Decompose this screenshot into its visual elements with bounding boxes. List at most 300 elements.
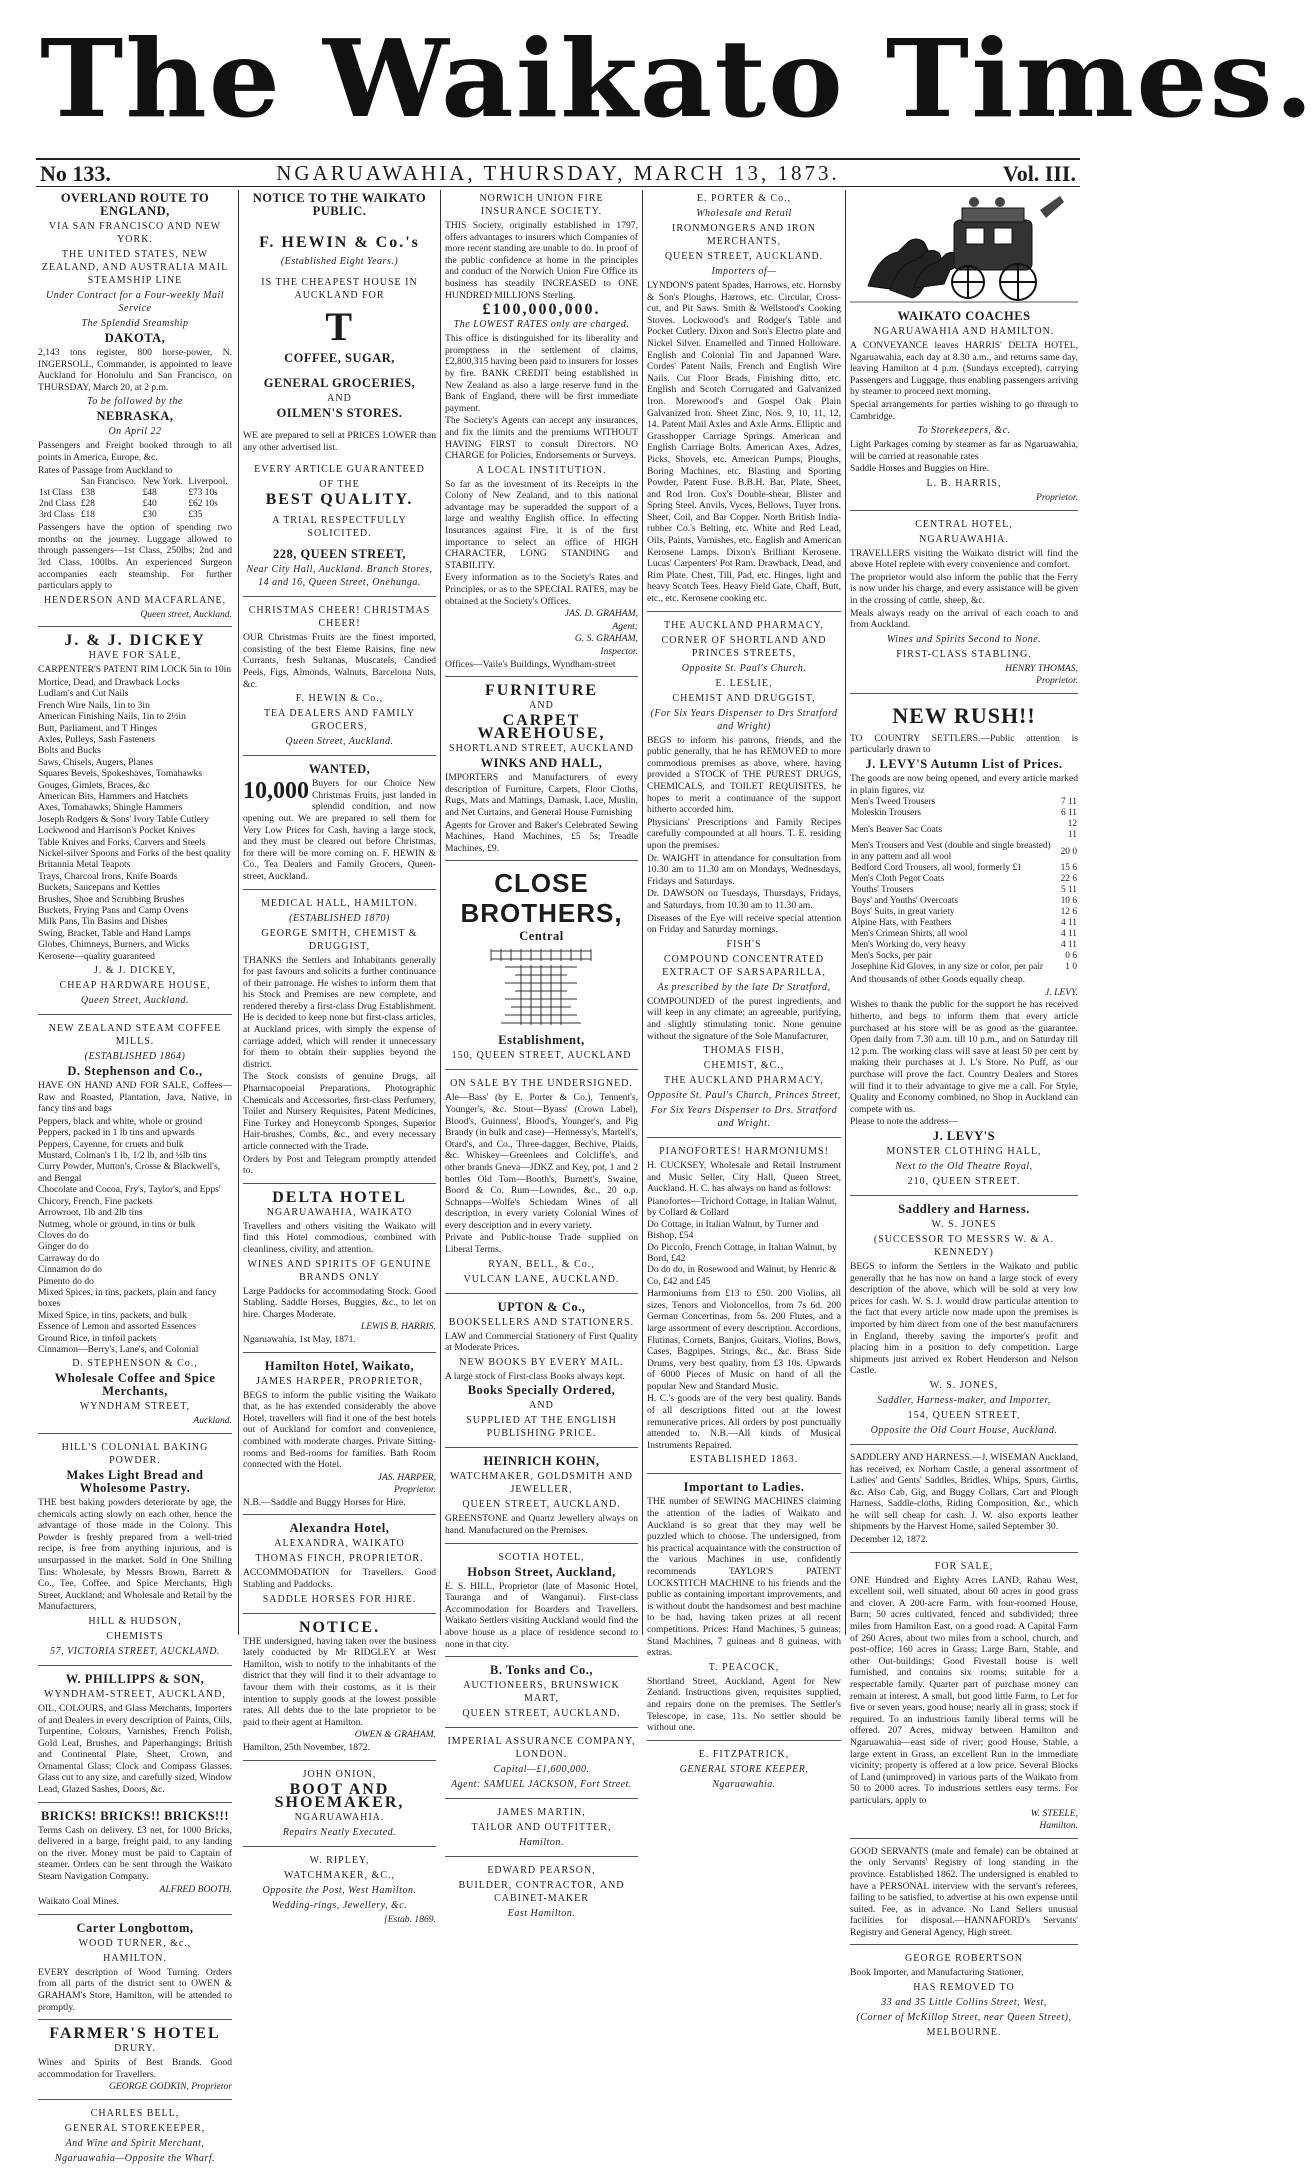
- ad-body: And thousands of other Goods equally cheap.: [850, 974, 1026, 986]
- ad-line: Wedding-rings, Jewellery, &c.: [271, 1899, 408, 1911]
- ad-heading: CHRISTMAS CHEER! CHRISTMAS CHEER!: [248, 605, 431, 630]
- table-row: [850, 874, 1078, 885]
- price-value: 0 6: [1065, 951, 1077, 962]
- ad-line: Under Contract for a Four-weekly Mail Service: [46, 290, 224, 314]
- ad-body: Wines and Spirits of Best Brands. Good accommodation for Travellers.: [38, 2057, 232, 2080]
- ad-body: BEGS to inform his patrons, friends, and the public generally, that he has REMOVED to more commodious premises as above, where, having provided a STOCK of THE PUREST DRUGS, CHEMICALS, and TOILET REQUISITES, he hopes to merit a continuance of the support hitherto accorded him.: [647, 734, 841, 816]
- ad-heading: W. RIPLEY,: [309, 1854, 370, 1866]
- ad-heading: OVERLAND ROUTE TO ENGLAND,: [60, 191, 210, 218]
- ad-heading: NOTICE.: [298, 1618, 381, 1636]
- ad-subheading: WYNDHAM-STREET, AUCKLAND,: [44, 1688, 226, 1700]
- ad-subheading: Central: [519, 929, 564, 944]
- stagecoach-illustration: [850, 190, 1078, 308]
- ad-subheading: BUILDER, CONTRACTOR, AND CABINET-MAKER: [458, 1880, 625, 1905]
- ad-heading: NORWICH UNION FIRE INSURANCE SOCIETY.: [479, 193, 604, 217]
- price-value: 7 11: [1060, 797, 1077, 808]
- ad-signature: CHEMISTS: [106, 1630, 164, 1642]
- ad-servants: [850, 1846, 1078, 1946]
- ad-signature: D. STEPHENSON & Co.,: [72, 1358, 198, 1370]
- ad-john-onion: [243, 1768, 436, 1847]
- ad-subheading: GENERAL STOREKEEPER,: [64, 2122, 206, 2134]
- ad-signature: Queen street, Auckland.: [140, 608, 232, 620]
- ad-signature: Inspector.: [600, 646, 638, 657]
- ad-heading: FOR SALE,: [934, 1560, 994, 1572]
- ad-body: Diseases of the Eye will receive special attention on Friday and Saturday mornings.: [647, 912, 841, 936]
- ad-body: EVERY description of Wood Turning. Orders from all parts of the district sent to OWEN & GRAHAM's Store, Hamilton, will be attended to promptly.: [38, 1966, 232, 2013]
- ad-line: AND: [529, 1400, 554, 1412]
- table-row: [38, 477, 232, 488]
- list-item: Chicory, French, Fine packets: [38, 1195, 153, 1207]
- table-cell: 2nd Class: [39, 499, 76, 510]
- table-cell: £48: [142, 488, 157, 499]
- ad-heading: JOHN ONION,: [302, 1768, 377, 1780]
- ad-line: FISH'S: [726, 938, 762, 950]
- ad-body: WE are prepared to sell at PRICES LOWER than any other advertised list.: [243, 430, 436, 453]
- volume-number: Vol. III.: [1002, 161, 1076, 186]
- price-value: 1 0: [1065, 962, 1077, 973]
- list-item: Do Cottage, in Italian Walnut, by Turner and Bishop, £54: [647, 1218, 819, 1242]
- ad-body: GOOD SERVANTS (male and female) can be obtained at the only Servants' Registry of long standing in the province. Established 1862. The undersigned is enabled to have a PERSONAL interview with the servant's referees, failing to be satisfied, to advertise at his own expense until suited. Fee, as in advance. No Land Sellers unusual facilities for disposal.—HANNAFORD's Servants' Registry and General Agency, High street.: [850, 1845, 1078, 1938]
- ad-signature: THE AUCKLAND PHARMACY,: [664, 1075, 824, 1087]
- ad-signature: W. S. JONES,: [929, 1379, 999, 1391]
- ad-body: LYNDON'S patent Spades, Harrows, etc. Hornsby & Son's Ploughs, Harrows, etc. Circular, Cross-cut, and Pit Saws. Smith & Wellstood's Cooking Stoves. Lockwood's and Rodger's Table and Pocket Cutlery. Dixon and Son's Electro plate and Nickel Silver. Enamelled and Tinned Holloware. English and Colonial Tin and Japanned Ware. Cordes' Patent Nails, French and English Wire Nails. Cut Floor Brads, Finishing ditto, etc. English and Scotch Corrugated and Galvanized Iron. Morewood's and Gospel Oak Plain Galvanized Iron. Sheet Zinc, Nos. 9, 10, 11, 12, 14. Patent Mail Axles and Axle Arms. Elliptic and Grasshopper Carriage Springs. American and English Carriage Bolts. American Axes, Adzes, Picks, Shovels, etc. American Pumps, Ploughs, Boring Machines, etc. Blasting and Sporting Powder, Patent Fuse. B.B.H. Bar, Plate, Sheet, and Rod Iron. Cox's Double-shear, Blister and Spring Steel. Anvils, Vyces, Bellows, Tuyer Irons. Sheet, Coil, and Bar Copper. North British India-rubber Co.'s Belting, etc. White and Red Lead, Oils, Paints, Varnishes, etc. English and American Kerosene Lamps. Dixon's Brilliant Kerosene. Lucas' Carpenters' Pot Ram. Drawback, Dead, and Rim Plate. Chest, Till, Pad, etc. Hinges, light and heavy Scotch Tees. Heavy Field Gate, Chaff, Butt, etc., etc. Kerosene cooking etc.: [647, 280, 841, 605]
- table-row: [38, 499, 232, 510]
- ad-subheading: WOOD TURNER, &c.,: [78, 1937, 192, 1949]
- ad-dickey: [38, 634, 232, 1015]
- ad-subheading: BOOT AND SHOEMAKER,: [274, 1780, 405, 1811]
- ad-line: AND: [529, 700, 554, 712]
- ad-heading: W. PHILLIPPS & SON,: [65, 1671, 205, 1686]
- column-2: [243, 190, 436, 1925]
- dateline-bar: [36, 158, 1080, 187]
- ad-ripley: [243, 1854, 436, 1932]
- ad-line: Waikato Coal Mines.: [38, 1896, 120, 1908]
- ad-heading: MEDICAL HALL, HAMILTON.: [260, 897, 419, 909]
- ad-body: Saddle Horses and Buggies on Hire.: [850, 463, 990, 475]
- table-row: [850, 819, 1078, 841]
- table-cell: Liverpool.: [188, 477, 228, 488]
- list-item: Saws, Chisels, Augers, Planes: [38, 756, 154, 768]
- ad-body: So far as the investment of its Receipts in the Colony of New Zealand, and to this national advantage may be superadded the support of a large and wealthy English office. In effecting Insurances against Fire, it is of the first importance to select an office of HIGH CHARACTER, LONG STANDING and STABILITY.: [445, 478, 638, 571]
- ad-heading: IMPERIAL ASSURANCE COMPANY, LONDON.: [447, 1736, 636, 1761]
- issue-number: No 133.: [40, 161, 111, 186]
- ad-body: The Stock consists of genuine Drugs, all Pharmacopoeial Preparations, Photographic Chemicals and Accessories, first-class Perfumery, Toilet and Nursery Requisites, Patent Medicines, Fine Turkey and Honeycomb Sponges, Superior Hair-brushes, Combs, &c., and every necessary article connected with the Trade.: [243, 1071, 436, 1152]
- ad-signature: THOMAS FISH,: [703, 1045, 785, 1057]
- ad-subheading: VIA SAN FRANCISCO AND NEW YORK.: [48, 221, 222, 245]
- ad-signature: HENDERSON AND MACFARLANE,: [43, 594, 227, 606]
- ad-signature: G. S. GRAHAM,: [574, 633, 638, 645]
- ad-body: Ale—Bass' (by E. Porter & Co.), Tennent's, Younger's, &c. Stout—Byass' (Crown Label), Blood's, Guinness', Blood's, Younger's, and Pig Brandy (in bulk and case)—Hennessy's, Martell's, Otard's, and Co., Three-dagger, Bechive, Plaids, &c. Whiskey—Greenlees and Colcliffe's, and other brands Gneva—JDKZ and Key, pot, 1 and 2 bottles Old Tom—Booth's, Burnett's, Swaine, Boord & Co. Rum—Lowndes, &c., 20 o.p. Schnapps—Wolfe's Schiedam Wines of all description, in every variety Colonial Wines of every description and in every variety.: [445, 1092, 638, 1231]
- ad-body: BEGS to inform the Settlers in the Waikato and public generally that he has now on hand a large stock of every description of the above, which will be sold at very low prices for cash. W. S. J. would draw particular attention to the fact that every article now made upon the premises is imported by him direct from one of the best manufacturers in England, thereby saving the importer's profit and placing him in a position to defy competition. Large shipments just arrived ex Robert Henderson and Nelson Castle.: [850, 1260, 1078, 1377]
- ad-line: Hamilton.: [519, 1837, 564, 1849]
- price-value: 4 11: [1060, 918, 1077, 929]
- ad-body: ONE Hundred and Eighty Acres LAND, Rahau West, excellent soil, well situated, about 60 acres in good grass and clover. A 200-acre Farm, with four-roomed House, Barn; 50 acres cultivated, fenced and subdivided; three miles from Hamilton East, on a good road. A Capital Farm of 260 Acres, about two miles from a school, church, and post-office; 160 acres in Grass; Large Barn, Stable, and other Out-buildings; Good Fivestall house is well furnished, and contains six rooms; suitable for a respectable family. Quarter part of purchase money can remain at interest. A small, but good little Farm, to Let for five or seven years, good house; nearly all in grass; stock if required. To an industrious family liberal terms will be offered. 207 Acres, midway between Hamilton and Ngaruawahia—east side of river; good House, Stable, a large extent in Grass, an excellent Run in the immediate vicinity; property is offered at a low price. Several Blocks of Land (unimproved) in various parts of the Waikato from 50 to 2000 acres. To industrious settlers easy terms. For particulars, apply to: [850, 1574, 1078, 1806]
- price-item: Men's Trousers and Vest (double and single breasted) in any pattern and all wool: [851, 841, 1051, 863]
- ad-heading: FURNITURE: [484, 682, 599, 700]
- table-row: [850, 907, 1078, 918]
- list-item: Gouges, Gimlets, Braces, &c: [38, 779, 150, 791]
- ad-body: TRAVELLERS visiting the Waikato district will find the above Hotel replete with every convenience and comfort.: [850, 547, 1078, 571]
- ad-subheading: NGARUAWAHIA AND HAMILTON.: [873, 326, 1055, 337]
- list-item: Ground Rice, in tinfoil packets: [38, 1332, 157, 1344]
- list-item: American Finishing Nails, 1in to 2½in: [38, 711, 186, 723]
- table-row: [850, 918, 1078, 929]
- ad-signature: Queen Street, Auckland.: [285, 736, 394, 748]
- ad-heading: THE AUCKLAND PHARMACY,: [664, 619, 824, 631]
- ad-heading: CENTRAL HOTEL,: [915, 518, 1013, 530]
- ad-heading: Carter Longbottom,: [76, 1920, 194, 1935]
- table-cell: £40: [142, 499, 157, 510]
- table-cell: £18: [80, 510, 95, 521]
- ad-heading: NEW ZEALAND STEAM COFFEE MILLS.: [48, 1023, 222, 1048]
- ad-line: IS THE CHEAPEST HOUSE IN AUCKLAND FOR: [261, 277, 418, 301]
- list-item: American Bits, Hammers and Hatchets: [38, 790, 188, 802]
- ad-body: H. CUCKSEY, Wholesale and Retail Instrument and Music Seller, City Hall, Queen Street, Auckland. H. C. has always on hand as follows:: [647, 1160, 841, 1195]
- table-cell: £38: [80, 488, 95, 499]
- ad-heading: GEORGE ROBERTSON: [905, 1953, 1023, 1965]
- ad-for-sale: [850, 1560, 1078, 1839]
- ad-line: MELBOURNE.: [926, 2027, 1002, 2039]
- ad-body: E. S. HILL, Proprietor (late of Masonic Hotel, Tauranga and of Wanganui). First-class Accommodation for Boarders and Travellers. Waikato Settlers visiting Auckland would find the above house as a place of residence second to none in that city.: [445, 1580, 638, 1650]
- ad-subheading: TAILOR AND OUTFITTER,: [471, 1822, 612, 1834]
- decorative-type-ornament: [445, 945, 638, 1027]
- ad-body: Every information as to the Society's Rates and Principles, or as to the SPECIAL RATES, may be obtained at the Society's Offices.: [445, 572, 638, 607]
- column-4: [647, 190, 841, 1790]
- table-row: [850, 863, 1078, 874]
- list-item: Brushes, Shoe and Scrubbing Brushes: [38, 893, 185, 905]
- ad-signature: Hamilton.: [1039, 1820, 1078, 1832]
- big-letter: T: [325, 304, 354, 349]
- ad-heading: UPTON & Co.,: [497, 1299, 586, 1314]
- ad-auckland-pharmacy: [647, 619, 841, 1138]
- ad-line: NGARUAWAHIA.: [294, 1811, 385, 1823]
- ad-heading: CLOSE BROTHERS,: [460, 868, 623, 929]
- ad-address: 150, QUEEN STREET, AUCKLAND: [451, 1050, 632, 1062]
- ad-signature: JAS. HARPER,: [377, 1471, 436, 1483]
- ad-line: The Splendid Steamship: [81, 318, 189, 329]
- ad-notice-owen-graham: [243, 1618, 436, 1761]
- column-rule: [845, 190, 846, 1635]
- ad-subheading: IRONMONGERS AND IRON MERCHANTS,: [672, 223, 816, 247]
- ad-body: CARPENTER'S PATENT RIM LOCK 5in to 10in: [38, 664, 232, 676]
- ad-heading: FARMER'S HOTEL: [49, 2025, 221, 2043]
- table-row: [850, 797, 1078, 808]
- ad-subheading: WATCHMAKER, GOLDSMITH AND JEWELLER,: [449, 1471, 634, 1496]
- ad-heading: WAIKATO COACHES: [897, 309, 1031, 323]
- ad-heading: DELTA HOTEL: [272, 1188, 407, 1206]
- ad-heading: EDWARD PEARSON,: [487, 1865, 596, 1877]
- ad-signature: TEA DEALERS AND FAMILY GROCERS,: [263, 708, 416, 733]
- ad-line: E. LESLIE,: [715, 677, 773, 689]
- ship-name: DAKOTA,: [104, 331, 166, 345]
- price-value: 12 11: [1067, 819, 1077, 841]
- ad-signature: 154, QUEEN STREET,: [907, 1409, 1021, 1421]
- ad-line: SUPPLIED AT THE ENGLISH PUBLISHING PRICE.: [466, 1415, 617, 1440]
- list-item: Cinnamon—Berry's, Lane's, and Colonial: [38, 1343, 199, 1355]
- list-item: Mixed Spice, in tins, packets, and bulk: [38, 1309, 187, 1321]
- ad-heading: BRICKS! BRICKS!! BRICKS!!!: [40, 1808, 230, 1823]
- ad-line: Books Specially Ordered,: [467, 1383, 616, 1398]
- ad-signature: Opposite the Old Court House, Auckland.: [870, 1424, 1058, 1436]
- ad-porter: [647, 192, 841, 612]
- ad-pianofortes: [647, 1145, 841, 1474]
- ad-body: COMPOUNDED of the purest ingredients, and will keep in any climate; an agreeable, purifying, and slightly stimulating tonic. None genuine without the signature of the Sole Manufacturer,: [647, 995, 841, 1042]
- ad-delta-hotel: [243, 1188, 436, 1353]
- ad-item: GENERAL GROCERIES,: [263, 376, 416, 390]
- ad-signature: L. B. HARRIS,: [926, 477, 1002, 489]
- column-1: [38, 190, 232, 2164]
- ad-body: THE best baking powders deteriorate by age, the chemicals acting slowly on each other, hence the advantage of those made in the Colony. This Powder is freshly prepared from a well-tried recipe, is free from anything injurious, and is unsurpassed in the market. Sold in One Shilling Tins: Wholesale, by Messrs Brown, Barrett & Co., Tee, Coffee, and Spice Merchants, High Street, Auckland; and Wholesale and Retail by the Manufacturers,: [38, 1496, 232, 1613]
- price-value: 20 0: [1060, 846, 1077, 857]
- table-cell: £62 10s: [188, 499, 218, 510]
- ad-signature: GEORGE GODKIN, Proprietor: [108, 2081, 232, 2093]
- price-item: Alpine Hats, with Feathers: [851, 918, 952, 929]
- ad-on-sale: [445, 1077, 638, 1293]
- ad-line: 33 and 35 Little Collins Street, West,: [881, 1997, 1047, 2009]
- ad-line: Agent: SAMUEL JACKSON, Fort Street.: [451, 1779, 632, 1791]
- ad-body: THANKS the Settlers and Inhabitants generally for past favours and solicits a further continuance of their patronage. He wishes to inform them that his Stock and Premises are new complete, and rendered thereby a first-class Drug Establishment. He is decided to keep none but first-class articles, at Auckland prices, with simply the expense of carriage added, which will render it unnecessary for them to obtain their supplies beyond the district.: [243, 954, 436, 1070]
- ad-line: Offices—Vaile's Buildings, Wyndham-street: [445, 658, 616, 670]
- ad-tonks: [445, 1664, 638, 1728]
- ad-line: COMPOUND CONCENTRATED EXTRACT OF SARSAPARILLA,: [662, 953, 826, 978]
- ad-subheading: J. LEVY'S Autumn List of Prices.: [865, 757, 1063, 772]
- ad-heading: J. & J. DICKEY: [64, 632, 206, 650]
- ad-signature: RYAN, BELL, & Co.,: [488, 1258, 595, 1270]
- ad-line: CHEMIST AND DRUGGIST,: [672, 692, 816, 704]
- ad-body: LAW and Commercial Stationery of First Quality at Moderate Prices.: [445, 1330, 638, 1354]
- ad-scotia-hotel: [445, 1551, 638, 1658]
- ad-furniture: [445, 684, 638, 861]
- ad-signature: OWEN & GRAHAM.: [354, 1729, 436, 1741]
- ad-farmers-hotel: [38, 2027, 232, 2100]
- price-value: 10 6: [1060, 896, 1077, 907]
- ad-line: Near City Hall, Auckland. Branch Stores, 14 and 16, Queen Street, Onehunga.: [246, 564, 433, 589]
- list-item: Mortice, Dead, and Drawback Locks: [38, 676, 180, 688]
- list-item: Chocolate and Cocoa, Fry's, Taylor's, and Epps': [38, 1184, 221, 1196]
- ad-body: A CONVEYANCE leaves HARRIS' DELTA HOTEL, Ngaruawahia, each day at 8.30 a.m., and returns same day, leaving Hamilton at 4 p.m. (Sundays excepted), carrying Passengers and Luggage, thus enabling passengers arriving by steamer to proceed next morning.: [850, 340, 1078, 398]
- ad-line: SADDLE HORSES FOR HIRE.: [262, 1593, 417, 1605]
- ad-line: On April 22: [108, 426, 162, 438]
- list-item: Swing, Bracket, Table and Hand Lamps: [38, 927, 191, 939]
- ad-signature: JAS. D. GRAHAM,: [564, 608, 638, 620]
- ad-body: THE number of SEWING MACHINES claiming the attention of the ladies of Waikato and Auckland is so great that they may well be puzzled which to choose. The undersigned, from his practical acquaintance with the construction of the various Machines in use, confidently recommends TAYLOR'S PATENT LOCKSTITCH MACHINE to his friends and the public as containing important improvements, and is without doubt the handsomest and best machine to be had, having taken prizes at all recent competitions. Prices: Hand Machines, 5 guineas; Stand Machines, 7 guineas and 8 guineas, with extras.: [647, 1496, 841, 1659]
- ad-signature: Wholesale Coffee and Spice Merchants,: [54, 1371, 216, 1399]
- ad-line: THOMAS FINCH, PROPRIETOR.: [255, 1553, 424, 1565]
- ad-body: Large Paddocks for accommodating Stock. Good Stabling. Saddle Horses, Buggies, &c., to let on hire. Charges Moderate.: [243, 1285, 436, 1320]
- ad-saddlery-jones: [850, 1203, 1078, 1445]
- ad-subheading: BOOKSELLERS AND STATIONERS.: [448, 1316, 635, 1328]
- ad-line: And Wine and Spirit Merchant,: [65, 2137, 205, 2149]
- ad-subheading: CARPET WAREHOUSE,: [477, 712, 606, 743]
- ad-line: (Corner of McKillop Street, near Queen Street),: [856, 2012, 1072, 2024]
- table-cell: [38, 477, 80, 488]
- table-row: [38, 488, 232, 499]
- table-cell: New York.: [142, 477, 183, 488]
- ad-subheading: HAVE FOR SALE,: [88, 650, 182, 662]
- table-cell: 3rd Class: [39, 510, 75, 521]
- ad-body: ACCOMMODATION for Travellers. Good Stabling and Paddocks.: [243, 1567, 436, 1591]
- ad-signature: ALFRED BOOTH.: [159, 1883, 232, 1895]
- price-item: Bedford Cord Trousers, all wool, formerly £1: [851, 863, 1022, 874]
- table-cell: £73 10s: [188, 488, 218, 499]
- ad-line: To be followed by the: [87, 396, 183, 408]
- ad-subheading: W. S. JONES: [931, 1218, 997, 1230]
- ad-heading: Alexandra Hotel,: [289, 1521, 390, 1536]
- ad-line: (ESTABLISHED 1864): [84, 1051, 186, 1063]
- list-item: Curry Powder, Mutton's, Crosse & Blackwell's, and Bengal: [38, 1161, 221, 1184]
- price-value: 5 11: [1060, 885, 1077, 896]
- ad-line: Ngaruawahia—Opposite the Wharf.: [54, 2152, 216, 2164]
- list-item: Milk Pans, Tin Basins and Dishes: [38, 916, 168, 928]
- ad-body: Light Parkages coming by steamer as far as Ngaruawahia, will be carried at reasonable rates: [850, 439, 1078, 462]
- ad-heading: SCOTIA HOTEL,: [498, 1551, 585, 1563]
- ad-signature: W. STEELE,: [1030, 1807, 1078, 1819]
- ad-james-martin: [445, 1806, 638, 1857]
- ad-heading: WANTED,: [308, 762, 371, 777]
- ship-name: NEBRASKA,: [96, 409, 174, 424]
- ad-hewin: [243, 192, 436, 597]
- ad-line: Establishment,: [498, 1033, 585, 1048]
- ad-date: Hamilton, 25th November, 1872.: [243, 1742, 370, 1753]
- table-cell: 1st Class: [39, 488, 73, 499]
- list-item: Buckets, Saucepans and Kettles: [38, 882, 161, 894]
- ad-heading: ON SALE BY THE UNDERSIGNED.: [450, 1078, 633, 1090]
- ad-body: 2,143 tons register, 800 horse-power, N. INGERSOLL, Commander, is appointed to leave Auckland for Honolulu and San Francisco, on THURSDAY, March 20, at 2 p.m.: [38, 347, 232, 393]
- table-row: [38, 510, 232, 521]
- ad-signature: HENRY THOMAS,: [1005, 662, 1078, 674]
- ad-body: This office is distinguished for its liberality and promptness in the settlement of claims, £2,800,315 having been paid to insurers for losses by fire. BANK CREDIT being established in New Zealand as also a large reserve fund in the Bank of England, there will be first immediate payment.: [445, 333, 638, 414]
- ad-signature: Proprietor.: [1035, 675, 1078, 687]
- ad-alexandra-hotel: [243, 1522, 436, 1613]
- table-cell: £35: [188, 510, 203, 521]
- ad-fitzpatrick: [647, 1748, 841, 1798]
- ad-line: Repairs Neatly Executed.: [282, 1826, 397, 1838]
- ad-robertson: [850, 1952, 1078, 2046]
- ad-line: A TRIAL RESPECTFULLY SOLICITED.: [272, 515, 407, 540]
- list-item: Buckets, Frying Pans and Camp Ovens: [38, 905, 189, 917]
- ad-heading: CHARLES BELL,: [90, 2107, 180, 2119]
- firm-name: D. Stephenson and Co.,: [67, 1064, 203, 1079]
- ad-body: [243, 778, 436, 882]
- price-item: Men's Beaver Sac Coats: [851, 824, 942, 835]
- ad-line: QUEEN STREET, AUCKLAND.: [664, 251, 824, 262]
- ad-line: Opposite St. Paul's Church.: [681, 662, 807, 674]
- ad-heading: Saddlery and Harness.: [898, 1201, 1030, 1216]
- ad-line: Ngaruawahia.: [712, 1778, 776, 1790]
- list-item: Cinnamon do do: [38, 1264, 102, 1276]
- ad-body: IMPORTERS and Manufacturers of every description of Furniture, Carpets, Floor Cloths, Rugs, Mats and Mattings, Damask, Lace, Muslin, and Net Curtains, and General House Furnishing: [445, 772, 638, 818]
- ad-signature: Saddler, Harness-maker, and Importer,: [877, 1394, 1051, 1406]
- ad-subheading: GEORGE SMITH, CHEMIST & DRUGGIST,: [261, 927, 418, 952]
- list-item: Trays, Charcoal Irons, Knife Boards: [38, 870, 178, 882]
- table-row: [850, 841, 1078, 863]
- ad-line: As prescribed by the late Dr Stratford,: [657, 981, 831, 993]
- list-item: Ginger do do: [38, 1241, 89, 1253]
- price-item: Boys' and Youths' Overcoats: [851, 896, 959, 907]
- ad-address: 228, QUEEN STREET,: [272, 547, 407, 562]
- ad-text: Buyers for our Choice New Christmas Fruits, just landed in splendid condition, and now opening out. We are prepared to sell them for Very Low Prices for Cash, having a large stock, and they must be cleared out before Christmas, for there will be more coming on. F. HEWIN & Co., Tea Dealers and Family Grocers, Queen-street, Auckland.: [243, 778, 436, 882]
- ad-line: QUEEN STREET, AUCKLAND.: [462, 1499, 621, 1511]
- ad-signature: J. & J. DICKEY,: [93, 965, 177, 977]
- ad-new-rush: [850, 701, 1078, 1196]
- table-row: [850, 896, 1078, 907]
- list-item: Mustard, Colman's 1 lb, 1/2 lb, and ½lb tins: [38, 1150, 207, 1162]
- price-item: Men's Working do, very heavy: [851, 940, 967, 951]
- list-item: Mixed Spices, in tins, packets, plain and fancy boxes: [38, 1286, 217, 1310]
- ad-central-hotel: [850, 518, 1078, 694]
- list-item: Arrowroot, 1lb and 2lb tins: [38, 1207, 143, 1219]
- list-item: Lockwood and Harrison's Pocket Knives: [38, 825, 195, 837]
- ad-signature: CHEAP HARDWARE HOUSE,: [59, 980, 211, 992]
- ad-body: Book Importer, and Manufacturing Stationer,: [850, 1967, 1024, 1979]
- ad-body: The proprietor would also inform the public that the Ferry is now under his charge, and every assistance will be given in the crossing of cattle, sheep, &c.: [850, 571, 1078, 606]
- price-item: Men's Tweed Trousers: [851, 797, 936, 808]
- ad-line: NEW BOOKS BY EVERY MAIL.: [459, 1356, 624, 1368]
- price-value: 15 6: [1060, 863, 1077, 874]
- price-item: Men's Cloth Pegot Coats: [851, 874, 945, 885]
- table-row: [850, 940, 1078, 951]
- list-item: Joseph Rodgers & Sons' Ivory Table Cutlery: [38, 813, 209, 825]
- place-date: NGARUAWAHIA, THURSDAY, MARCH 13, 1873.: [276, 161, 840, 185]
- price-item: Josephine Kid Gloves, in any size or color, per pair: [851, 962, 1044, 973]
- ad-subheading: ALEXANDRA, WAIKATO: [274, 1538, 405, 1550]
- ad-line: Wines and Spirits Second to None.: [886, 633, 1042, 645]
- price-value: 6 11: [1060, 808, 1077, 819]
- ad-item: OILMEN'S STORES.: [276, 406, 403, 420]
- ad-line: HAS REMOVED TO: [913, 1982, 1015, 1994]
- list-item: French Wire Nails, 1in to 3in: [38, 699, 150, 711]
- ad-wiseman: [850, 1452, 1078, 1553]
- ad-line: J. LEVY'S: [932, 1128, 996, 1143]
- ad-heading: PIANOFORTES! HARMONIUMS!: [659, 1146, 829, 1158]
- table-cell: £28: [80, 499, 95, 510]
- ad-heading: E. FITZPATRICK,: [698, 1748, 790, 1760]
- ad-signature: For Six Years Dispenser to Drs. Stratford and Wright.: [650, 1105, 838, 1130]
- ad-close-brothers: [445, 868, 638, 1070]
- item-list: [38, 677, 232, 962]
- ad-heading: JAMES MARTIN,: [497, 1807, 586, 1819]
- ad-line: East Hamilton.: [507, 1908, 576, 1920]
- ad-heading: HILL'S COLONIAL BAKING POWDER.: [61, 1441, 209, 1466]
- list-item: Peppers, packed in 1 lb tins and upwards: [38, 1127, 195, 1139]
- ad-body: Passengers and Freight booked through to all points in America, Europe, &c.: [38, 440, 232, 463]
- list-item: Axles, Pulleys, Sash Fasteners: [38, 733, 155, 745]
- price-item: Moleskin Trousers: [851, 808, 922, 819]
- ad-heading: HEINRICH KOHN,: [483, 1454, 600, 1469]
- ad-body: The goods are now being opened, and every article marked in plain figures, viz: [850, 773, 1078, 796]
- ad-body: Travellers and others visiting the Waikato will find this Hotel commodious, combined with cleanliness, civility, and attention.: [243, 1220, 436, 1255]
- ad-body: SADDLERY AND HARNESS.—J. WISEMAN Auckland, has received, ex Norham Castle, a general assortment of Ladies' and Gents' Saddles, Bridles, Whips, Spurs, Girths, &c. Also Cab, Gig, and Buggy Collars, Cart and Plough Harness, Saddle-cloths, Riding Composition, &c., which he will sell cheap for cash. J. W. also exports leather shipments by the Harvest Home, sailed September 30.: [850, 1451, 1078, 1533]
- ad-phillipps: [38, 1673, 232, 1803]
- item-list: [647, 1196, 841, 1287]
- list-item: Pimento do do: [38, 1275, 94, 1287]
- ad-body: Shortland Street, Auckland, Agent for New Zealand. Instructions given, requisites supplied, and repairs done on the premises. The Settler's Telescope, in case, 11s. No settler should be without one.: [647, 1675, 841, 1734]
- ad-body: Orders by Post and Telegram promptly attended to.: [243, 1153, 436, 1177]
- ad-line: MONSTER CLOTHING HALL,: [886, 1145, 1042, 1157]
- ad-bricks: [38, 1810, 232, 1915]
- ad-signature: J. LEVY.: [1045, 986, 1078, 998]
- masthead-title: The Waikato Times.: [40, 17, 1316, 142]
- ad-subheading: JAMES HARPER, PROPRIETOR,: [255, 1375, 424, 1387]
- ad-line: BEST QUALITY.: [265, 491, 414, 509]
- ad-line: Capital—£1,600,000.: [493, 1764, 590, 1776]
- ad-body: Please to note the address—: [850, 1116, 959, 1128]
- ad-body: Physicians' Prescriptions and Family Recipes carefully compounded at all hours. T. E. residing upon the premises.: [647, 816, 841, 851]
- ad-body: Rates of Passage from Auckland to: [38, 464, 173, 476]
- ad-heading: NOTICE TO THE WAIKATO PUBLIC.: [252, 191, 427, 218]
- list-item: Carraway do do: [38, 1252, 100, 1264]
- ad-line: Next to the Old Theatre Royal,: [895, 1160, 1033, 1172]
